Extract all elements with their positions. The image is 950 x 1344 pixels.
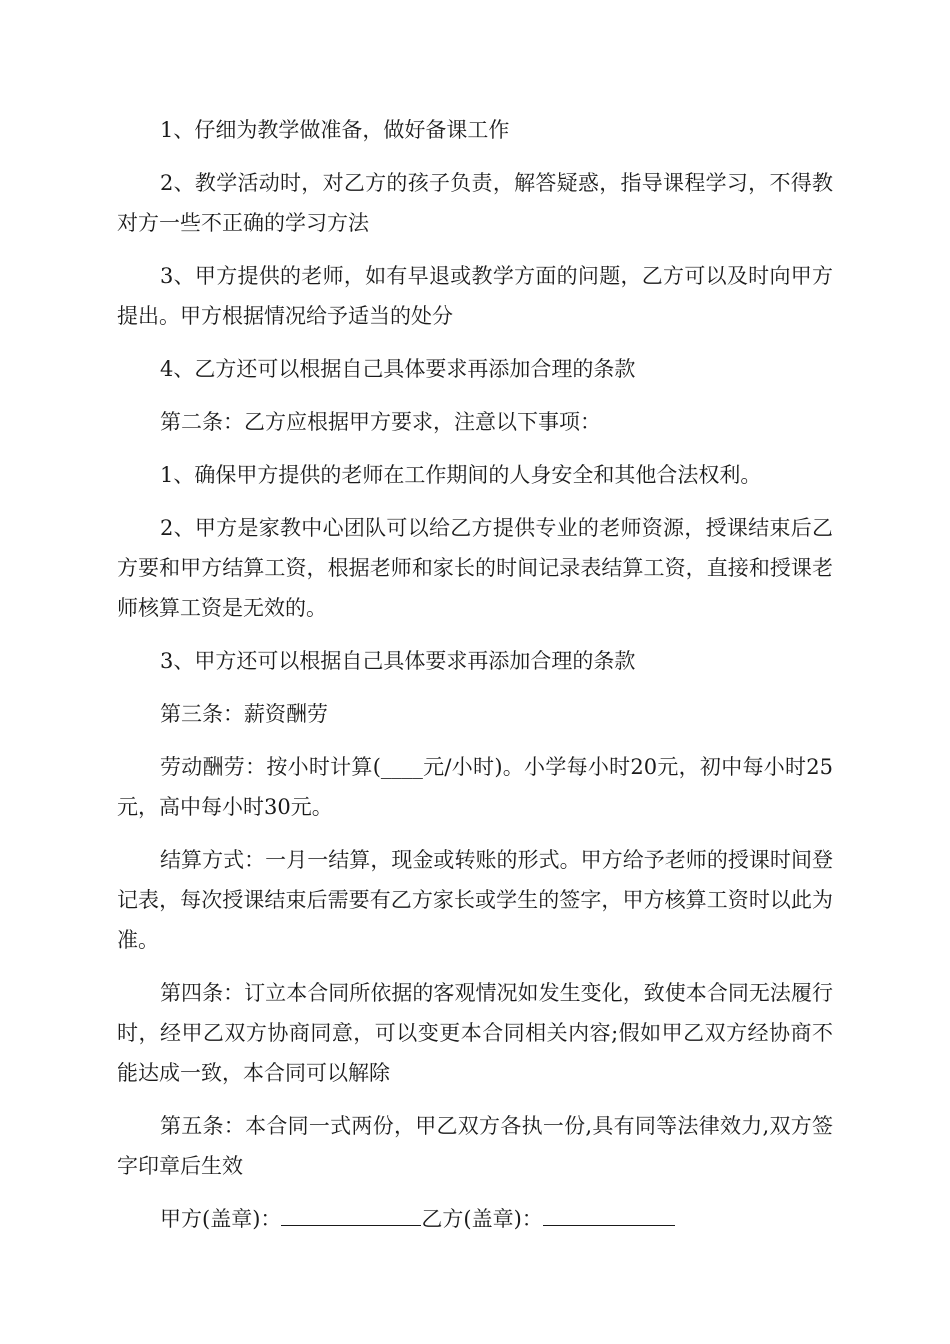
party-b-seal-label: 乙方(盖章)： [421,1207,543,1231]
clause-hourly-pay: 劳动酬劳：按小时计算(____元/小时)。小学每小时20元，初中每小时25元，高中每小时30元。 [117,755,833,819]
contract-body [117,110,833,1239]
article-four: 第四条：订立本合同所依据的客观情况如发生变化，致使本合同无法履行时，经甲乙双方协商同意，可以变更本合同相关内容;假如甲乙双方经协商不能达成一致，本合同可以解除 [117,981,833,1085]
article-two-heading: 第二条：乙方应根据甲方要求，注意以下事项： [160,410,601,434]
clause-teacher-safety: 1、确保甲方提供的老师在工作期间的人身安全和其他合法权利。 [160,463,762,487]
article-five: 第五条：本合同一式两份，甲乙双方各执一份,具有同等法律效力,双方签字印章后生效 [117,1114,833,1178]
party-a-seal-blank [281,1199,421,1226]
clause-early-leave-issues: 3、甲方提供的老师，如有早退或教学方面的问题，乙方可以及时向甲方提出。甲方根据情况给予适当的处分 [117,264,833,328]
clause-teaching-responsibility: 2、教学活动时，对乙方的孩子负责，解答疑惑，指导课程学习，不得教对方一些不正确的学习方法 [117,171,833,235]
party-b-seal-blank [543,1199,675,1226]
clause-party-a-additional-terms: 3、甲方还可以根据自己具体要求再添加合理的条款 [160,649,636,673]
article-three-heading: 第三条：薪资酬劳 [160,702,328,726]
clause-party-b-additional-terms: 4、乙方还可以根据自己具体要求再添加合理的条款 [160,357,636,381]
signature-line [117,1199,833,1239]
clause-settlement-method: 结算方式：一月一结算，现金或转账的形式。甲方给予老师的授课时间登记表，每次授课结束后需要有乙方家长或学生的签字，甲方核算工资时以此为准。 [117,848,833,952]
clause-teacher-prep: 1、仔细为教学做准备，做好备课工作 [160,118,510,142]
party-a-seal-label: 甲方(盖章)： [160,1207,282,1231]
clause-wage-settlement: 2、甲方是家教中心团队可以给乙方提供专业的老师资源，授课结束后乙方要和甲方结算工资，根据老师和家长的时间记录表结算工资，直接和授课老师核算工资是无效的。 [117,516,833,620]
